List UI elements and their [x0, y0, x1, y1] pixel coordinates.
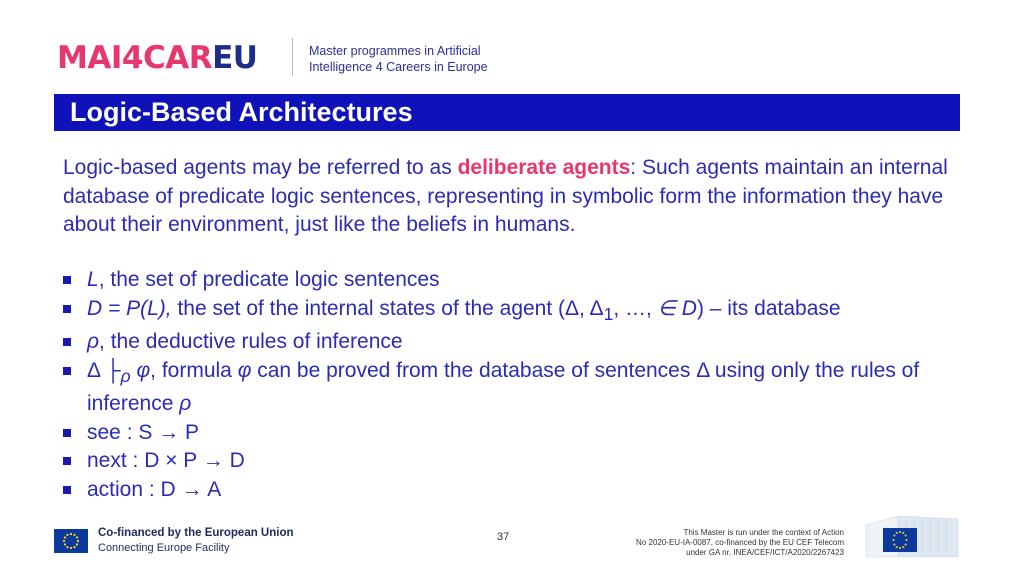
bullet-text: can be proved from the database of sentences Δ using only the rules of inference	[87, 358, 920, 416]
logo-part-ma: MA	[57, 40, 111, 76]
tagline-line-1: Master programmes in Artificial	[309, 44, 481, 58]
bullet-item	[63, 447, 963, 476]
eu-text	[98, 526, 294, 556]
bullet-square-icon	[63, 305, 71, 313]
bullet-square-icon	[63, 276, 71, 284]
bullet-symbol: ρ	[87, 330, 100, 354]
bullet-turnstile: ├	[105, 358, 121, 382]
bullet-phi: φ	[237, 358, 252, 382]
slide-title: Logic-Based Architectures	[70, 97, 413, 127]
intro-after: : Such agents maintain an internal database of predicate logic sentences, representing in symbolic form the information they have about their environment, just like the beliefs in humans.	[63, 156, 948, 236]
bullet-symbol: L	[87, 268, 99, 291]
bullet-square-icon	[63, 486, 71, 494]
title-bar	[54, 94, 960, 131]
bullet-rho: ρ	[179, 392, 192, 416]
bullet-text: , …,	[613, 296, 658, 320]
tagline-line-2: Intelligence 4 Careers in Europe	[309, 60, 488, 74]
commission-building-icon	[862, 511, 962, 561]
bullet-square-icon	[63, 429, 71, 437]
bullet-item	[63, 357, 963, 419]
bullet-list	[63, 266, 963, 504]
bullet-square-icon	[63, 457, 71, 465]
bullet-text: see : S → P	[87, 420, 200, 444]
bullet-text: the set of the internal states of the agent (Δ, Δ	[171, 296, 604, 320]
bullet-item	[63, 419, 963, 448]
eu-line-1: Co-financed by the European Union	[98, 527, 294, 539]
mai4careu-logo	[57, 40, 257, 76]
tagline	[309, 43, 488, 75]
bullet-text: action : D → A	[87, 477, 222, 501]
bullet-text: , formula	[150, 358, 238, 382]
bullet-item	[63, 266, 963, 295]
bullet-text: ) – its database	[696, 296, 841, 320]
bullet-square-icon	[63, 367, 71, 375]
bullet-symbol: D = P(L),	[87, 296, 172, 320]
bullet-item	[63, 476, 963, 505]
page-number: 37	[497, 531, 510, 543]
bullet-subscript: ρ	[120, 365, 131, 386]
bullet-square-icon	[63, 338, 71, 346]
action-line-1: This Master is run under the context of Action	[683, 528, 844, 537]
action-line-3: under GA nr. INEA/CEF/ICT/A2020/2267423	[686, 548, 844, 557]
bullet-text: , the deductive rules of inference	[99, 330, 403, 354]
action-text	[564, 528, 844, 558]
intro-before: Logic-based agents may be referred to as	[63, 156, 458, 179]
bullet-subscript: 1	[603, 303, 614, 324]
bullet-element-of: ∈ D	[657, 296, 697, 320]
eu-flag-icon	[54, 529, 88, 553]
bullet-phi: φ	[130, 358, 151, 382]
intro-paragraph	[63, 154, 963, 240]
action-line-2: No 2020-EU-IA-0087, co-financed by the EU CEF Telecom	[636, 538, 844, 547]
intro-highlight: deliberate agents	[457, 156, 631, 179]
logo-divider	[292, 38, 293, 76]
logo-part-eu: EU	[212, 40, 258, 76]
bullet-text: next : D × P → D	[87, 449, 245, 473]
bullet-text: , the set of predicate logic sentences	[98, 268, 440, 291]
eu-line-2: Connecting Europe Facility	[98, 542, 230, 554]
logo-part-i4car: I4CAR	[110, 40, 213, 76]
bullet-delta: Δ	[87, 358, 106, 382]
european-commission-logo	[862, 511, 962, 561]
bullet-item	[63, 328, 963, 357]
bullet-item	[63, 295, 963, 329]
